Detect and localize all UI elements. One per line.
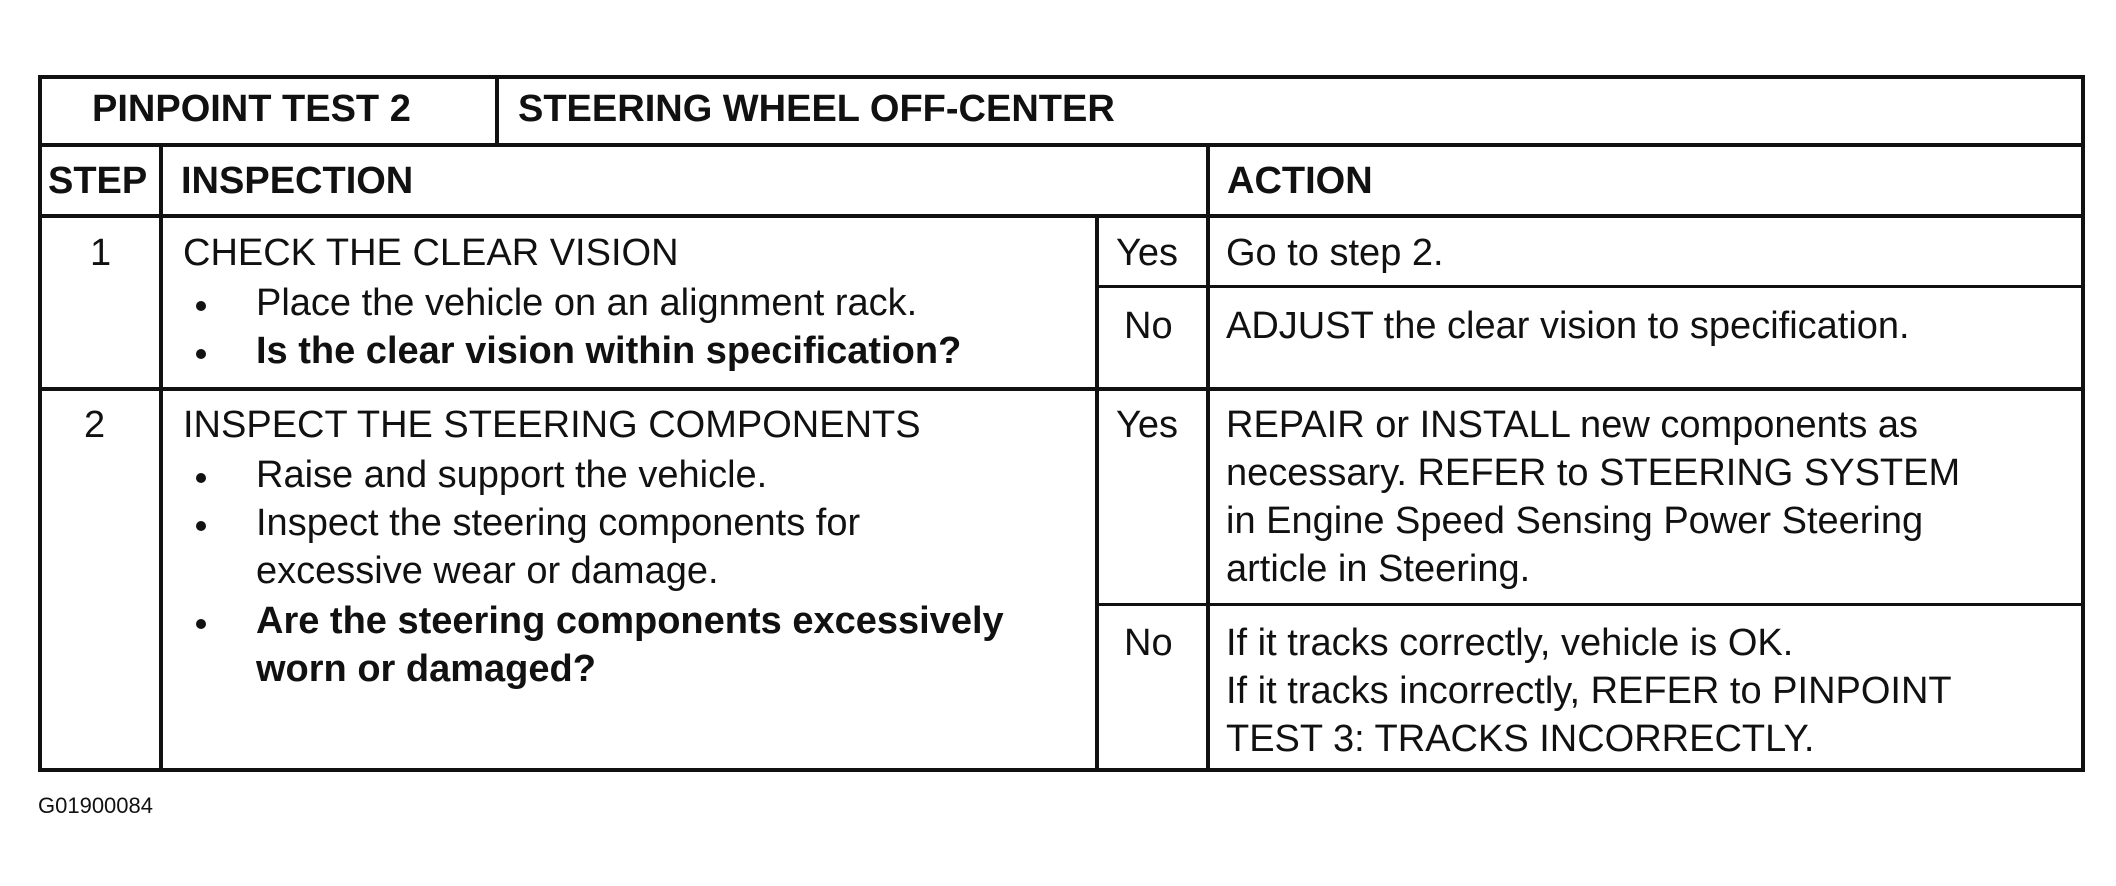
action-text: If it tracks correctly, vehicle is OK. <box>1226 622 1794 664</box>
column-header-action: ACTION <box>1227 160 1373 202</box>
action-text: TEST 3: TRACKS INCORRECTLY. <box>1226 718 1815 760</box>
action-text: necessary. REFER to STEERING SYSTEM <box>1226 452 1961 494</box>
column-divider <box>159 145 163 772</box>
step-number: 1 <box>90 232 112 274</box>
inspection-question: Are the steering components excessively <box>256 600 1004 642</box>
bullet-icon <box>196 473 206 483</box>
inspection-bullet: Place the vehicle on an alignment rack. <box>256 282 918 324</box>
bullet-icon <box>196 301 206 311</box>
column-header-step: STEP <box>48 160 148 202</box>
bullet-icon <box>196 619 206 629</box>
row-divider <box>38 143 2085 147</box>
column-divider <box>1206 145 1210 772</box>
answer-no: No <box>1124 622 1173 664</box>
step-number: 2 <box>84 404 106 446</box>
answer-yes: Yes <box>1116 232 1178 274</box>
test-name: STEERING WHEEL OFF-CENTER <box>518 88 1115 130</box>
row-divider <box>1095 285 2085 288</box>
table-border-left <box>38 75 42 772</box>
inspection-question-continued: worn or damaged? <box>256 648 596 690</box>
action-text: in Engine Speed Sensing Power Steering <box>1226 500 1924 542</box>
table-border-top <box>38 75 2085 79</box>
action-text: REPAIR or INSTALL new components as <box>1226 404 1919 446</box>
action-text: Go to step 2. <box>1226 232 1444 274</box>
bullet-icon <box>196 349 206 359</box>
row-divider <box>38 214 2085 218</box>
step-heading: INSPECT THE STEERING COMPONENTS <box>183 404 921 446</box>
inspection-bullet: Raise and support the vehicle. <box>256 454 768 496</box>
bullet-icon <box>196 521 206 531</box>
step-heading: CHECK THE CLEAR VISION <box>183 232 679 274</box>
row-divider <box>38 387 2085 391</box>
answer-no: No <box>1124 305 1173 347</box>
answer-yes: Yes <box>1116 404 1178 446</box>
column-divider <box>1095 216 1099 772</box>
column-divider <box>495 75 499 145</box>
figure-id: G01900084 <box>38 793 153 818</box>
action-text: ADJUST the clear vision to specification. <box>1226 305 1910 347</box>
inspection-question: Is the clear vision within specification? <box>256 330 962 372</box>
action-text: article in Steering. <box>1226 548 1531 590</box>
inspection-bullet-continued: excessive wear or damage. <box>256 550 719 592</box>
pinpoint-test-table <box>38 75 2085 772</box>
action-text: If it tracks incorrectly, REFER to PINPOINT <box>1226 670 1952 712</box>
table-border-bottom <box>38 768 2085 772</box>
column-header-inspection: INSPECTION <box>181 160 414 202</box>
row-divider <box>1095 603 2085 606</box>
table-border-right <box>2081 75 2085 772</box>
test-label: PINPOINT TEST 2 <box>92 88 411 130</box>
inspection-bullet: Inspect the steering components for <box>256 502 861 544</box>
